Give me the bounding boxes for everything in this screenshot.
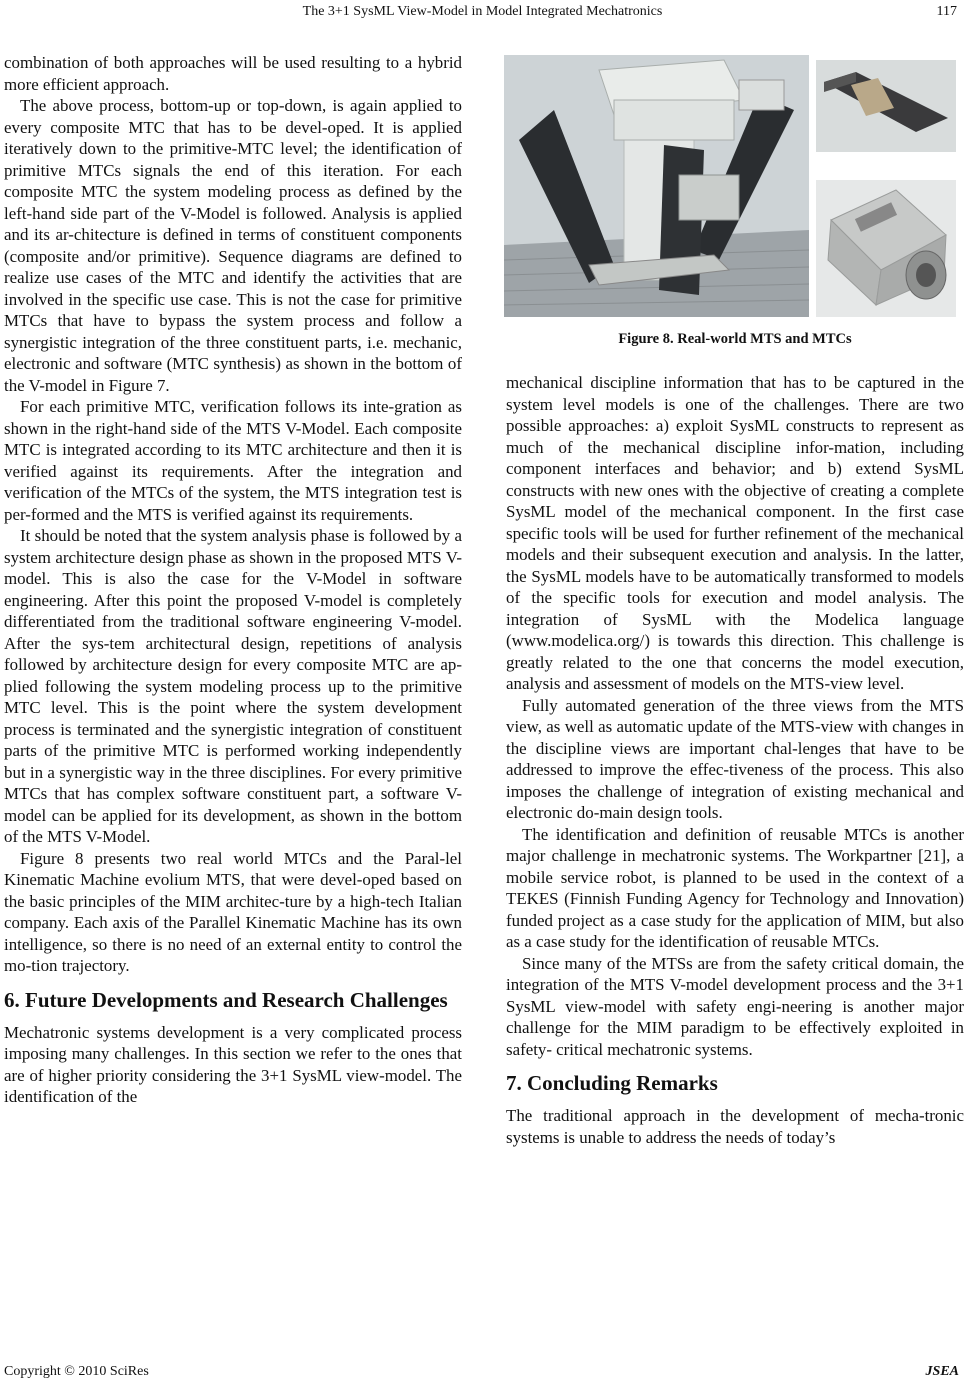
paragraph: The above process, bottom-up or top-down, is again applied to every composite MTC that has to be devel-oped. It is applied iteratively down to the primitive-MTC level; the identification of primitive MTCs signals the end of this iteration. For each composite MTC the system modeling process as defined by the left-hand side part of the V-Model is followed. Analysis is applied and its ar-chitecture is defined in terms of constituent components (composite and/or primitive). Sequence diagrams are defined to realize use cases of the MTC and identify the activities that are involved in the specific use case. This is not the case for primitive MTCs that have to bypass the system process and follow a synergistic integration of the three constituent parts, i.e. mechanic, electronic and software (MTC synthesis) as shown in the bottom of the V-model in Figure 7. [4, 96, 462, 395]
paragraph: Mechatronic systems development is a very complicated process imposing many challenges. In this section we refer to the ones that are of higher priority considering the 3+1 SysML view-model. The identification of the [4, 1022, 462, 1106]
paragraph: mechanical discipline information that has to be captured in the system level models is one of the challenges. There are two possible approaches: a) exploit SysML constructs to represent as much of the mechanical discipline infor-mation, including component interfaces and behavior; and b) extend SysML constructs with new ones with the objective of creating a complete SysML model of the mechanical component. In the first case specific tools will be used for further refinement of the mechanical models and their subsequent execution and analysis. In the latter, the SysML models have to be automatically transformed to models of the specific tools for execution and model analysis. The integration of SysML with the Modelica language (www.modelica.org/) is towards this direction. This challenge is greatly related to the one that concerns the model execution, analysis and assessment of models on the MTS-view level. [506, 373, 964, 693]
servo-module-photo [816, 180, 956, 317]
section-heading: 7. Concluding Remarks [506, 1071, 718, 1095]
paragraph: Figure 8 presents two real world MTCs and the Paral-lel Kinematic Machine evolium MTS, that were devel-oped based on the basic principles of the MIM architec-ture by a high-tech Italian company. Each axis of the Parallel Kinematic Machine has its own intelligence, so there is no need of an external entity to control the mo-tion trajectory. [4, 848, 462, 975]
section-heading: 6. Future Developments and Research Challenges [4, 987, 448, 1012]
paragraph: For each primitive MTC, verification follows its inte-gration as shown in the right-hand side of the MTS V-Model. Each composite MTC is integrated according to its MTC architecture and then it is verified against its requirements. After the integration and verification of the MTCs of the system, the MTS integration test is per-formed and the MTS is verified against its requirements. [4, 397, 462, 524]
figure-8 [504, 55, 964, 320]
figure-caption: Figure 8. Real-world MTS and MTCs [618, 331, 852, 347]
page-number: 117 [936, 4, 957, 19]
paragraph: combination of both approaches will be used resulting to a hybrid more efficient approach. [4, 53, 462, 94]
right-column [506, 372, 964, 1148]
copyright-notice: Copyright © 2010 SciRes [4, 1364, 149, 1379]
paragraph: Fully automated generation of the three views from the MTS view, as well as automatic update of the MTS-view with changes in the discipline views are important chal-lenges that have to be addressed to improve the effec-tiveness of the process. This also imposes the challenge of integration of existing mechanical and electronic do-main design tools. [506, 695, 964, 822]
journal-name: JSEA [925, 1364, 959, 1379]
paragraph: Since many of the MTSs are from the safety critical domain, the integration of the MTS V-model development process and the 3+1 SysML view-model with safety engi-neering is another major challenge for the MIM paradigm to be effectively exploited in safety- critical mechatronic systems. [506, 953, 964, 1059]
running-header: The 3+1 SysML View-Model in Model Integrated Mechatronics [302, 4, 663, 19]
paragraph: The identification and definition of reusable MTCs is another major challenge in mechatronic systems. The Workpartner [21], a mobile service robot, is planned to be used in the context of a TEKES (Finnish Funding Agency for Technology and Innovation) funded project as a case study for the application of MIM, but also as a case study for the identification of reusable MTCs. [506, 824, 964, 951]
paragraph: It should be noted that the system analysis phase is followed by a system architecture design phase as shown in the proposed MTS V-model. This is also the case for the V-Model in software engineering. After this point the proposed V-model is completely differentiated from the traditional software engineering V-model. After the sys-tem architectural design, repetitions of analysis followed by architecture design for every composite MTC are ap-plied following the system modeling process up to the primitive MTC level. This is the point where the system development process is terminated and the synergistic integration of constituent parts of the primitive MTC is performed working independently but in a synergistic way in the three disciplines. For every primitive MTCs that has complex software constituent part, a software V-model can be applied for its development, as shown in the bottom of the MTS V-Model. [4, 526, 462, 846]
paragraph: The traditional approach in the development of mecha-tronic systems is unable to address the needs of today’s [506, 1106, 964, 1147]
linear-actuator-photo [816, 60, 956, 152]
pkm-machine-photo [504, 55, 809, 317]
left-column [4, 52, 462, 1108]
